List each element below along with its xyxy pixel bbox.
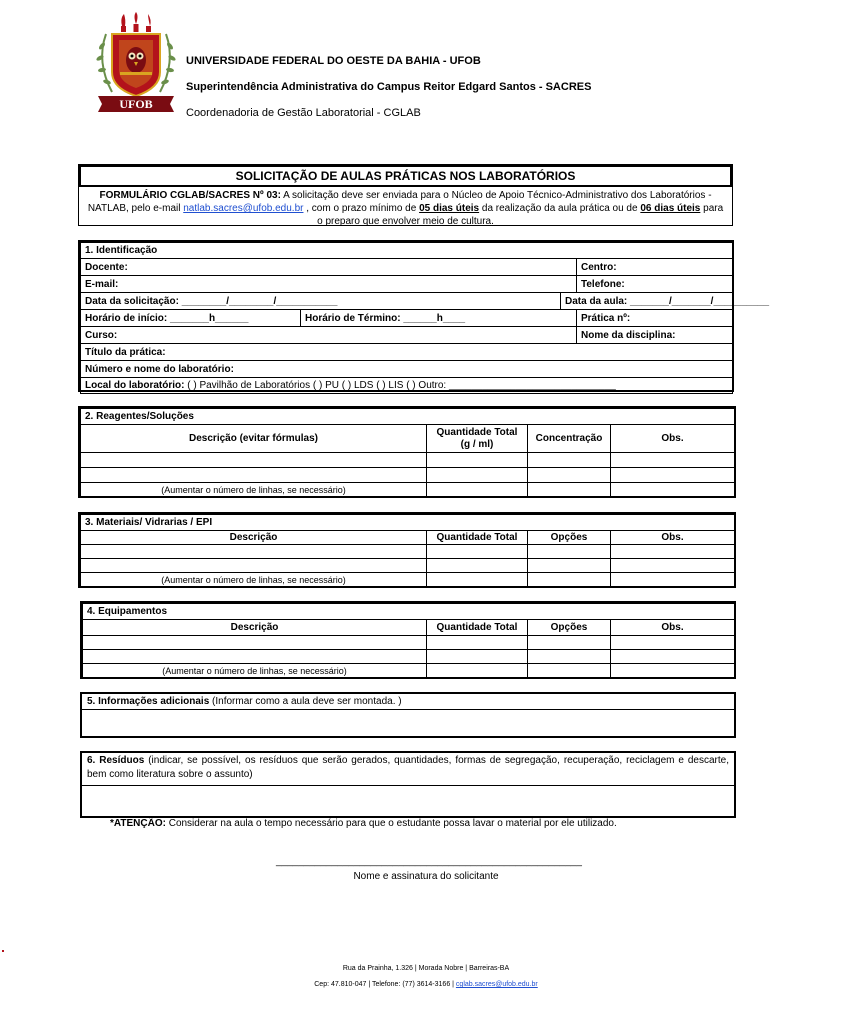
equipamentos-col-opcoes: Opções: [528, 620, 611, 636]
form-intro-text2: , com o prazo mínimo de: [303, 203, 420, 214]
section5-header: [82, 694, 734, 710]
natlab-email-link[interactable]: natlab.sacres@ufob.edu.br: [183, 203, 304, 214]
attention-label: *ATENÇÃO:: [110, 818, 166, 829]
docente-field[interactable]: Docente:: [81, 259, 577, 276]
materiais-note: (Aumentar o número de linhas, se necessário): [81, 573, 427, 587]
form-intro-text4: para o preparo que envolver meio de cultura.: [317, 203, 724, 227]
horario-termino-field[interactable]: Horário de Término: ______h____: [301, 310, 577, 327]
section-equipamentos: [80, 601, 736, 679]
titulo-pratica-field[interactable]: Título da prática:: [81, 344, 733, 361]
residuos-input[interactable]: [82, 786, 734, 818]
data-aula-field[interactable]: Data da aula: _______/_______/__________: [561, 293, 733, 310]
logo-banner-text: UFOB: [119, 97, 153, 111]
form-intro-days2: 06 dias úteis: [640, 203, 701, 214]
equipamentos-note: (Aumentar o número de linhas, se necessário): [83, 664, 427, 678]
reagentes-col-quantidade: [427, 425, 528, 453]
footer-contact-text: Cep: 47.810-047 | Telefone: (77) 3614-3166 |: [314, 981, 456, 988]
margin-mark: [2, 950, 4, 952]
telefone-field[interactable]: Telefone:: [577, 276, 733, 293]
curso-field[interactable]: Curso:: [81, 327, 577, 344]
pratica-numero-field[interactable]: Prática nº:: [577, 310, 733, 327]
section1-title: 1. Identificação: [81, 243, 733, 259]
section6-hint: (indicar, se possível, os resíduos que serão gerados, quantidades, formas de segregação, recuperação, reciclagem e descarte, bem como literatura sobre o assunto): [87, 755, 729, 780]
email-field[interactable]: E-mail:: [81, 276, 577, 293]
equipamentos-col-descricao: Descrição: [83, 620, 427, 636]
table-row[interactable]: [81, 559, 735, 573]
form-intro-text1: A solicitação deve ser enviada para o Núcleo de Apoio Técnico-Administrativo dos Laboratórios - NATLAB, pelo e-mail: [87, 190, 712, 214]
header-superintendency: Superintendência Administrativa do Campus Reitor Edgard Santos - SACRES: [186, 81, 592, 93]
reagentes-col-obs: Obs.: [611, 425, 735, 453]
data-solicitacao-field[interactable]: Data da solicitação: ________/________/___________: [81, 293, 561, 310]
table-row[interactable]: [81, 468, 735, 483]
section2-title: 2. Reagentes/Soluções: [81, 409, 735, 425]
form-intro-text3: da realização da aula prática ou de: [479, 203, 641, 214]
section5-title: 5. Informações adicionais: [87, 696, 210, 707]
local-label: Local do laboratório:: [85, 380, 185, 391]
equipamentos-col-obs: Obs.: [611, 620, 735, 636]
reagentes-col-quantidade-a: Quantidade Total: [436, 426, 518, 438]
materiais-col-quantidade: Quantidade Total: [427, 531, 528, 545]
section6-header: [82, 753, 734, 786]
section-identificacao: [78, 240, 770, 392]
footer-contact: [0, 981, 852, 988]
table-row[interactable]: [83, 636, 735, 650]
section3-title: 3. Materiais/ Vidrarias / EPI: [81, 515, 735, 531]
identificacao-table: [80, 242, 770, 394]
form-intro-days1: 05 dias úteis: [419, 203, 480, 214]
reagentes-note: (Aumentar o número de linhas, se necessário): [81, 483, 427, 497]
equipamentos-col-quantidade: Quantidade Total: [427, 620, 528, 636]
reagentes-col-descricao: Descrição (evitar fórmulas): [81, 425, 427, 453]
centro-field[interactable]: Centro:: [577, 259, 733, 276]
header-coordination: Coordenadoria de Gestão Laboratorial - CGLAB: [186, 107, 421, 119]
section4-title: 4. Equipamentos: [83, 604, 735, 620]
form-intro: [79, 187, 732, 230]
materiais-col-obs: Obs.: [611, 531, 735, 545]
reagentes-table: [80, 408, 735, 497]
section-materiais: [78, 512, 736, 588]
disciplina-field[interactable]: Nome da disciplina:: [577, 327, 733, 344]
table-row[interactable]: [81, 483, 735, 497]
reagentes-col-concentracao: Concentração: [528, 425, 611, 453]
materiais-table: [80, 514, 735, 587]
local-options: ( ) Pavilhão de Laboratórios ( ) PU ( ) LDS ( ) LIS ( ) Outro: ______________________________: [184, 380, 616, 391]
table-row[interactable]: [81, 453, 735, 468]
section-informacoes-adicionais: [80, 692, 736, 738]
form-title: SOLICITAÇÃO DE AULAS PRÁTICAS NOS LABORATÓRIOS: [79, 165, 732, 187]
equipamentos-table: [82, 603, 735, 678]
materiais-col-descricao: Descrição: [81, 531, 427, 545]
horario-inicio-field[interactable]: Horário de início: _______h______: [81, 310, 301, 327]
table-row[interactable]: [81, 573, 735, 587]
form-title-box: [78, 164, 733, 226]
materiais-col-opcoes: Opções: [528, 531, 611, 545]
signature-line[interactable]: _______________________________________________________: [276, 856, 582, 867]
attention-text: Considerar na aula o tempo necessário para que o estudante possa lavar o material por ele utilizado.: [165, 818, 617, 829]
section6-title: 6. Resíduos: [87, 755, 145, 766]
signature-label: Nome e assinatura do solicitante: [353, 871, 499, 882]
form-intro-label: FORMULÁRIO CGLAB/SACRES Nº 03:: [99, 190, 281, 201]
table-row[interactable]: [83, 664, 735, 678]
cglab-email-link[interactable]: cglab.sacres@ufob.edu.br: [455, 981, 538, 988]
reagentes-col-quantidade-b: (g / ml): [460, 438, 494, 450]
section-reagentes: [78, 406, 736, 498]
table-row[interactable]: [83, 650, 735, 664]
section-residuos: [80, 751, 736, 818]
local-laboratorio-field[interactable]: [81, 378, 733, 394]
attention-note: [110, 818, 617, 829]
numero-laboratorio-field[interactable]: Número e nome do laboratório:: [81, 361, 733, 378]
header-university: UNIVERSIDADE FEDERAL DO OESTE DA BAHIA - UFOB: [186, 55, 481, 67]
section5-hint: (Informar como a aula deve ser montada. ): [209, 696, 402, 707]
ufob-logo: [92, 12, 180, 112]
footer-address: Rua da Prainha, 1.326 | Morada Nobre | Barreiras-BA: [342, 965, 510, 972]
table-row[interactable]: [81, 545, 735, 559]
informacoes-adicionais-input[interactable]: [82, 710, 734, 737]
